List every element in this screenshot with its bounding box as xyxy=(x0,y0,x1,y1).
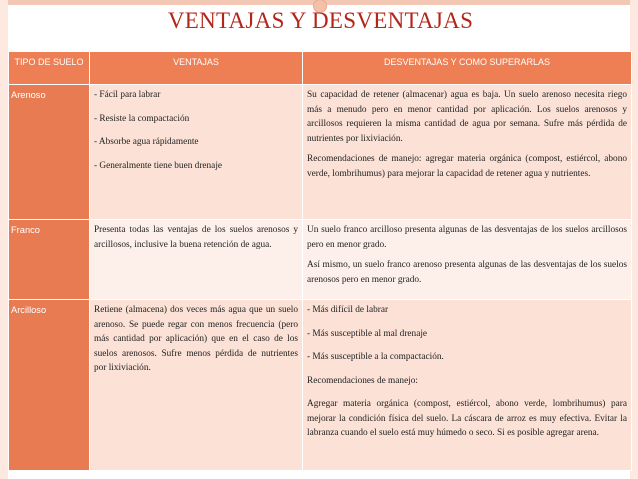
desventaja-item: - Más susceptible a la compactación. xyxy=(307,352,444,362)
desventaja-paragraph: Agregar materia orgánica (compost, estiércol, abono verde, lombrihumus) para mejorar la condición física del suelo. La cáscara de arroz es muy efectiva. Evitar la labranza cuando el suelo está muy húmedo o seco. Si es posible agregar arena. xyxy=(307,399,627,438)
desventaja-paragraph: Recomendaciones de manejo: agregar materia orgánica (compost, estiércol, abono verde, lombrihumus) para mejorar la capacidad de retener agua y nutrientes. xyxy=(307,154,627,179)
header-ventajas: VENTAJAS xyxy=(90,52,303,85)
ventajas-cell xyxy=(90,220,303,300)
header-tipo: TIPO DE SUELO xyxy=(9,52,90,85)
desventaja-item: - Más susceptible al mal drenaje xyxy=(307,328,428,339)
soil-type-cell: Franco xyxy=(9,220,90,300)
desventaja-item: - Más difícil de labrar xyxy=(307,305,389,315)
ventaja-item: - Resiste la compactación xyxy=(94,113,190,124)
header-desventajas: DESVENTAJAS Y COMO SUPERARLAS xyxy=(303,52,632,85)
table-row-franco xyxy=(9,220,632,300)
ventajas-cell xyxy=(90,300,303,471)
ventaja-item: - Fácil para labrar xyxy=(94,90,161,100)
desventaja-paragraph: Un suelo franco arcilloso presenta algunas de las desventajas de los suelos arcillosos pero en menor grado. xyxy=(307,225,627,250)
desventaja-paragraph: Así mismo, un suelo franco arenoso presenta algunas de las desventajas de los suelos arenosos pero en menor grado. xyxy=(307,260,627,285)
desventaja-item: Recomendaciones de manejo: xyxy=(307,375,419,386)
ventaja-item: Retiene (almacena) dos veces más agua que un suelo arenoso. Se puede regar con menos frecuencia (pero más cantidad por aplicación) que en el caso de los suelos arenosos. Sufre menos pérdida de nutrientes por lixiviación. xyxy=(94,305,298,373)
desventajas-cell xyxy=(303,85,632,220)
table-row-arenoso xyxy=(9,85,632,220)
desventaja-paragraph: Su capacidad de retener (almacenar) agua es baja. Un suelo arenoso necesita riego más a menudo pero en menor cantidad por aplicación. Los suelos arenosos y arcillosos requieren la misma cantidad de agua por semana. Sufre más pérdida de nutrientes por lixiviación. xyxy=(307,90,627,144)
slide-title: VENTAJAS Y DESVENTAJAS xyxy=(167,8,474,33)
ventaja-item: - Generalmente tiene buen drenaje xyxy=(94,160,223,171)
ventajas-cell xyxy=(90,85,303,220)
soil-comparison-table xyxy=(8,51,632,471)
soil-type-cell: Arcilloso xyxy=(9,300,90,471)
soil-type-cell: Arenoso xyxy=(9,85,90,220)
ventaja-item: - Absorbe agua rápidamente xyxy=(94,137,199,147)
desventajas-cell xyxy=(303,300,632,471)
ventaja-item: Presenta todas las ventajas de los suelos arenosos y arcillosos, inclusive la buena retención de agua. xyxy=(94,225,298,250)
slide-frame-left xyxy=(0,0,8,479)
table-header-row xyxy=(9,52,632,85)
desventajas-cell xyxy=(303,220,632,300)
table-row-arcilloso xyxy=(9,300,632,471)
